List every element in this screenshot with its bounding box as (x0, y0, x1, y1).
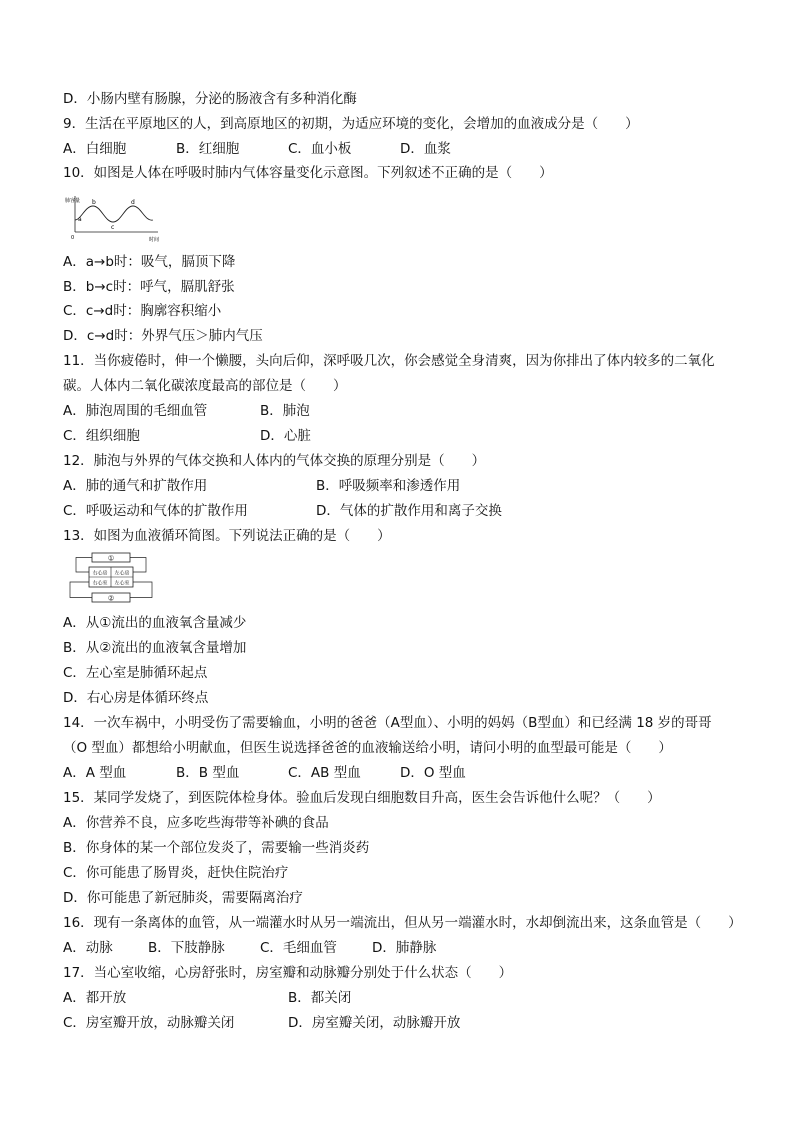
q16-option-c: C．毛细血管 (260, 940, 337, 956)
q8-option-d: D．小肠内壁有肠腺，分泌的肠液含有多种消化酶 (63, 91, 357, 107)
point-b-label: b (92, 199, 96, 206)
q12-option-b: B．呼吸频率和渗透作用 (316, 478, 461, 494)
q10-option-b: B．b→c时：呼气，膈肌舒张 (63, 279, 235, 295)
blood-circulation-figure (66, 551, 158, 605)
q13-option-b: B．从②流出的血液氧含量增加 (63, 640, 247, 656)
left-ventricle-label: 左心室 (114, 580, 130, 587)
q16-option-d: D．肺静脉 (372, 940, 437, 956)
q17-stem: 17．当心室收缩，心房舒张时，房室瓣和动脉瓣分别处于什么状态（ ） (63, 965, 513, 981)
box-1-label: ① (107, 554, 115, 563)
q10-option-d: D．c→d时：外界气压＞肺内气压 (63, 328, 263, 344)
x-axis-label: 时间 (149, 237, 160, 243)
q17-option-a: A．都开放 (63, 990, 127, 1006)
lung-volume-curve (75, 206, 153, 222)
origin-label: 0 (71, 235, 75, 241)
q9-stem: 9．生活在平原地区的人，到高原地区的初期，为适应环境的变化，会增加的血液成分是（ ） (63, 116, 639, 132)
q12-stem: 12．肺泡与外界的气体交换和人体内的气体交换的原理分别是（ ） (63, 453, 486, 469)
q12-option-c: C．呼吸运动和气体的扩散作用 (63, 503, 248, 519)
q17-option-c: C．房室瓣开放，动脉瓣关闭 (63, 1015, 235, 1031)
q9-option-a: A．白细胞 (63, 141, 127, 157)
q11-option-a: A．肺泡周围的毛细血管 (63, 403, 208, 419)
q15-option-b: B．你身体的某一个部位发炎了，需要输一些消炎药 (63, 840, 370, 856)
q16-stem: 16．现有一条离体的血管，从一端灌水时从另一端流出，但从另一端灌水时，水却倒流出来，这条血管是（ ） (63, 915, 742, 931)
q17-option-d: D．房室瓣关闭，动脉瓣开放 (288, 1015, 461, 1031)
left-atrium-label: 左心房 (114, 570, 130, 577)
right-atrium-label: 右心房 (92, 570, 108, 577)
q13-option-c: C．左心室是肺循环起点 (63, 665, 208, 681)
q11-option-c: C．组织细胞 (63, 428, 140, 444)
lung-volume-figure (63, 192, 165, 244)
right-ventricle-label: 右心室 (92, 580, 108, 587)
q11-option-d: D．心脏 (260, 428, 311, 444)
q14-option-a: A．A 型血 (63, 765, 127, 781)
q10-option-c: C．c→d时：胸廓容积缩小 (63, 303, 222, 319)
q9-option-b: B．红细胞 (176, 141, 240, 157)
point-c-label: c (111, 224, 115, 231)
q14-option-c: C．AB 型血 (288, 765, 361, 781)
q16-option-b: B．下肢静脉 (148, 940, 225, 956)
box-2-label: ② (107, 594, 115, 603)
q9-option-c: C．血小板 (288, 141, 352, 157)
q15-option-d: D．你可能患了新冠肺炎，需要隔离治疗 (63, 890, 303, 906)
q10-stem: 10．如图是人体在呼吸时肺内气体容量变化示意图。下列叙述不正确的是（ ） (63, 165, 553, 181)
q13-stem: 13．如图为血液循环简图。下列说法正确的是（ ） (63, 528, 391, 544)
q11-stem-line1: 11．当你疲倦时，伸一个懒腰，头向后仰，深呼吸几次，你会感觉全身清爽，因为你排出了体内较多的二氧化 (63, 353, 715, 369)
q14-option-b: B．B 型血 (176, 765, 240, 781)
q10-option-a: A．a→b时：吸气，膈顶下降 (63, 254, 236, 270)
point-d-label: d (131, 199, 135, 206)
q14-option-d: D．O 型血 (400, 765, 466, 781)
q13-option-d: D．右心房是体循环终点 (63, 690, 209, 706)
q11-stem-line2: 碳。人体内二氧化碳浓度最高的部位是（ ） (63, 378, 347, 394)
q13-option-a: A．从①流出的血液氧含量减少 (63, 615, 247, 631)
q11-option-b: B．肺泡 (260, 403, 310, 419)
point-a-label: a (78, 216, 82, 223)
y-axis-label: 肺容量 (65, 198, 81, 204)
q15-option-c: C．你可能患了肠胃炎，赶快住院治疗 (63, 865, 289, 881)
q14-stem-line1: 14．一次车祸中，小明受伤了需要输血，小明的爸爸（A型血）、小明的妈妈（B型血）和已经满 18 岁的哥哥 (63, 715, 712, 731)
q15-option-a: A．你营养不良，应多吃些海带等补碘的食品 (63, 815, 329, 831)
q9-option-d: D．血浆 (400, 141, 451, 157)
q12-option-d: D．气体的扩散作用和离子交换 (316, 503, 502, 519)
q12-option-a: A．肺的通气和扩散作用 (63, 478, 208, 494)
q16-option-a: A．动脉 (63, 940, 113, 956)
q14-stem-line2: （O 型血）都想给小明献血，但医生说选择爸爸的血液输送给小明，请问小明的血型最可能是（ ） (63, 740, 672, 756)
q17-option-b: B．都关闭 (288, 990, 352, 1006)
q15-stem: 15．某同学发烧了，到医院体检身体。验血后发现白细胞数目升高，医生会告诉他什么呢？（ ） (63, 790, 661, 806)
